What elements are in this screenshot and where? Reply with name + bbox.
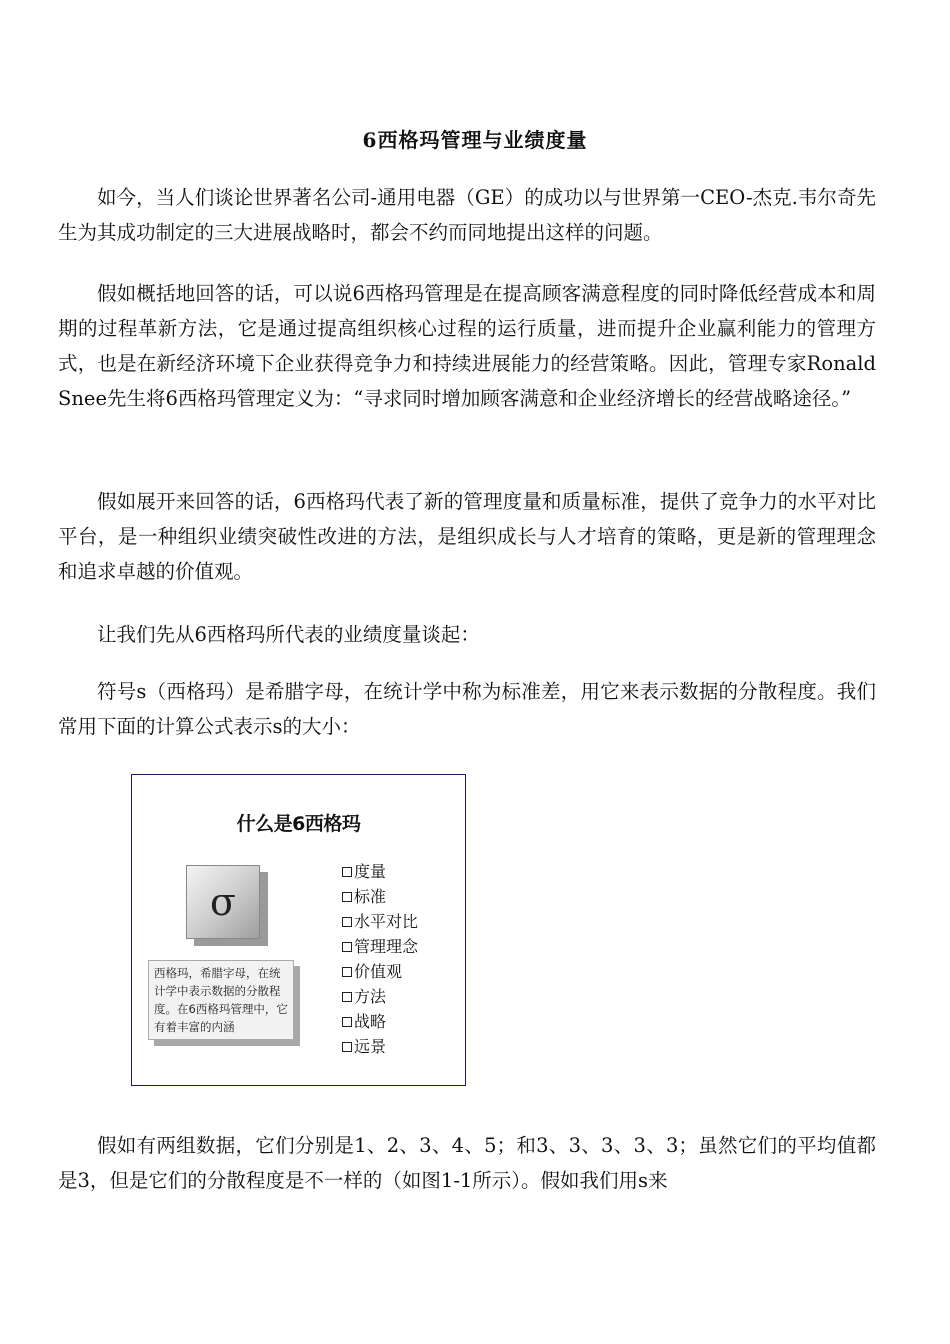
checkbox-icon bbox=[342, 1017, 352, 1027]
sigma-symbol-box: σ bbox=[186, 865, 260, 939]
checklist-item bbox=[342, 1034, 418, 1059]
paragraph: 符号s（西格玛）是希腊字母，在统计学中称为标准差，用它来表示数据的分散程度。我们常用下面的计算公式表示s的大小： bbox=[58, 680, 876, 738]
checkbox-icon bbox=[342, 992, 352, 1002]
concept-checklist bbox=[342, 859, 418, 1059]
checklist-item bbox=[342, 959, 418, 984]
checkbox-icon bbox=[342, 967, 352, 977]
six-sigma-figure bbox=[131, 774, 466, 1086]
checklist-item bbox=[342, 859, 418, 884]
checklist-item bbox=[342, 884, 418, 909]
checkbox-icon bbox=[342, 867, 352, 877]
checklist-item-label: 标准 bbox=[354, 887, 387, 906]
checklist-item bbox=[342, 984, 418, 1009]
checklist-item-label: 价值观 bbox=[354, 962, 403, 981]
checklist-item-label: 水平对比 bbox=[354, 912, 419, 931]
paragraph: 让我们先从6西格玛所代表的业绩度量谈起： bbox=[97, 623, 480, 646]
paragraph: 假如概括地回答的话，可以说6西格玛管理是在提高顾客满意程度的同时降低经营成本和周期的过程革新方法，它是通过提高组织核心过程的运行质量，进而提升企业赢利能力的管理方式，也是在新经济环境下企业获得竞争力和持续进展能力的经营策略。因此，管理专家Ronald Snee先生将6西格玛管理定义为：“寻求同时增加顾客满意和企业经济增长的经营战略途径。” bbox=[58, 282, 876, 410]
figure-title: 什么是6西格玛 bbox=[236, 813, 361, 835]
checkbox-icon bbox=[342, 942, 352, 952]
checklist-item-label: 方法 bbox=[354, 987, 387, 1006]
checklist-item bbox=[342, 934, 418, 959]
checklist-item bbox=[342, 909, 418, 934]
checkbox-icon bbox=[342, 892, 352, 902]
paragraph: 假如有两组数据，它们分别是1、2、3、4、5；和3、3、3、3、3；虽然它们的平均值都是3，但是它们的分散程度是不一样的（如图1-1所示）。假如我们用s来 bbox=[58, 1134, 876, 1192]
checklist-item-label: 度量 bbox=[354, 862, 387, 881]
document-title: 6西格玛管理与业绩度量 bbox=[362, 128, 588, 152]
checklist-item-label: 远景 bbox=[354, 1037, 387, 1056]
checklist-item-label: 战略 bbox=[354, 1012, 387, 1031]
figure-note: 西格玛，希腊字母，在统计学中表示数据的分散程度。在6西格玛管理中，它有着丰富的内涵 bbox=[148, 960, 294, 1040]
checkbox-icon bbox=[342, 1042, 352, 1052]
paragraph: 如今，当人们谈论世界著名公司-通用电器（GE）的成功以与世界第一CEO-杰克.韦尔奇先生为其成功制定的三大进展战略时，都会不约而同地提出这样的问题。 bbox=[58, 186, 876, 244]
checklist-item-label: 管理理念 bbox=[354, 937, 419, 956]
checkbox-icon bbox=[342, 917, 352, 927]
paragraph: 假如展开来回答的话，6西格玛代表了新的管理度量和质量标准，提供了竞争力的水平对比平台，是一种组织业绩突破性改进的方法，是组织成长与人才培育的策略，更是新的管理理念和追求卓越的价值观。 bbox=[58, 490, 876, 583]
checklist-item bbox=[342, 1009, 418, 1034]
